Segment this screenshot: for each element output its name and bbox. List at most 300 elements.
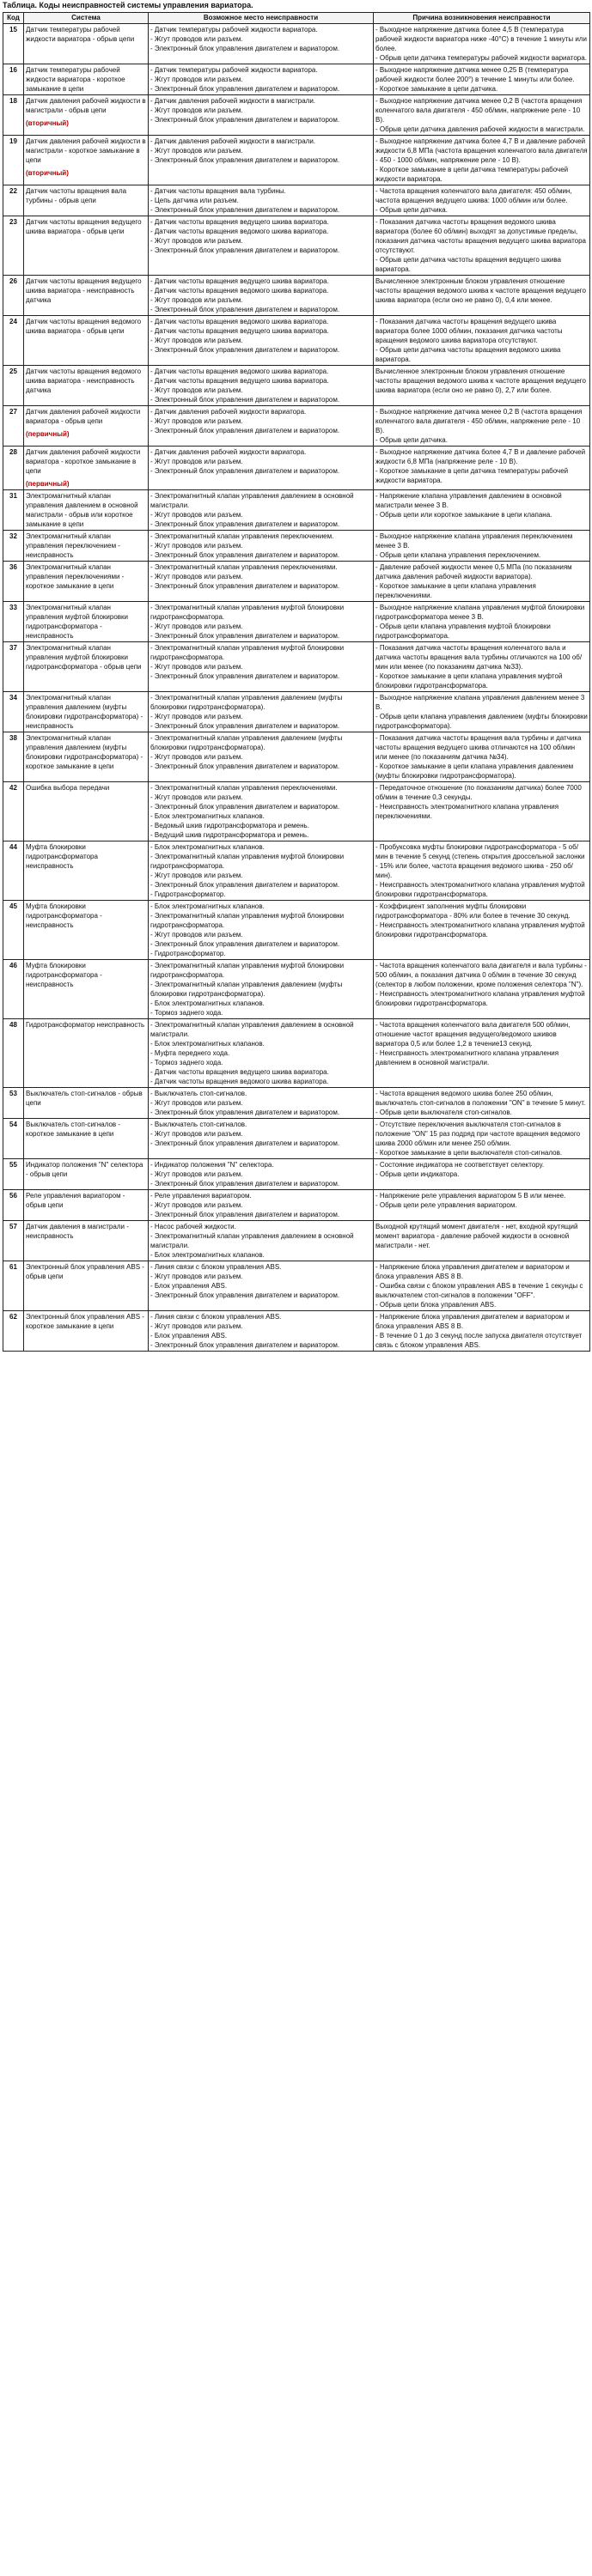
fault-cause-item: - Обрыв цепи датчика частоты вращения ведомого шкива вариатора. xyxy=(375,346,561,363)
fault-location-item: - Электронный блок управления двигателем и вариатором. xyxy=(150,45,340,52)
fault-code: 45 xyxy=(3,901,24,960)
system-cell xyxy=(24,490,149,531)
system-cell xyxy=(24,562,149,602)
fault-location-cell xyxy=(149,136,374,185)
fault-cause-item: - Выходное напряжение датчика менее 0,25 В (температура рабочей жидкости более 200°) в течение 1 минуты или более. xyxy=(375,66,575,83)
system-cell xyxy=(24,276,149,316)
table-row xyxy=(3,185,590,216)
fault-location-item: - Жгут проводов или разъем. xyxy=(150,872,243,879)
fault-cause-item: - Частота вращения коленчатого вала двигателя и вала турбины - 500 об/мин, а показания датчика 0 об/мин в течение 30 секунд (селектор в любом положении, кроме положения селектора "N"). xyxy=(375,962,587,988)
fault-cause-item: - Короткое замыкание в цепи клапана управления давлением (муфты блокировки гидротрансформатора). xyxy=(375,762,574,780)
system-name: Электромагнитный клапан управления переключением - неисправность xyxy=(26,532,120,559)
table-row xyxy=(3,960,590,1019)
fault-location-item: - Ведущий шкив гидротрансформатора и ремень. xyxy=(150,831,309,839)
fault-cause-item: - Обрыв цепи датчика. xyxy=(375,206,448,214)
fault-location-item: - Жгут проводов или разъем. xyxy=(150,542,243,550)
fault-cause-cell xyxy=(374,276,590,316)
fault-code: 28 xyxy=(3,447,24,490)
system-cell xyxy=(24,1119,149,1159)
fault-code: 46 xyxy=(3,960,24,1019)
fault-cause-item: - Неисправность электромагнитного клапана управления давлением в основной магистрали. xyxy=(375,1049,559,1066)
system-cell xyxy=(24,185,149,216)
system-name: Датчик частоты вращения ведомого шкива вариатора - обрыв цепи xyxy=(26,318,142,335)
fault-location-item: - Гидротрансформатор. xyxy=(150,950,226,957)
fault-cause-cell xyxy=(374,447,590,490)
fault-location-item: - Жгут проводов или разъем. xyxy=(150,623,243,630)
fault-cause-item: - Коэффициент заполнения муфты блокировки гидротрансформатора - 80% или более в течение 30 секунд. xyxy=(375,902,571,920)
fault-code: 37 xyxy=(3,642,24,692)
table-row xyxy=(3,64,590,95)
fault-code: 42 xyxy=(3,782,24,841)
system-name: Датчик давления рабочей жидкости вариатора - короткое замыкание в цепи xyxy=(26,448,141,475)
fault-location-item: - Жгут проводов или разъем. xyxy=(150,1201,243,1209)
fault-cause-cell xyxy=(374,1311,590,1352)
fault-cause-item: - Обрыв цепи выключателя стоп-сигналов. xyxy=(375,1109,512,1116)
system-cell xyxy=(24,95,149,136)
system-name: Электромагнитный клапан управления давлением (муфты блокировки гидротрансформатора) - короткое замыкание в цепи xyxy=(26,734,143,770)
system-cell xyxy=(24,1311,149,1352)
fault-location-item: - Электронный блок управления двигателем и вариатором. xyxy=(150,467,340,475)
system-name: Датчик температуры рабочей жидкости вариатора - короткое замыкание в цепи xyxy=(26,66,125,93)
fault-location-item: - Блок электромагнитных клапанов. xyxy=(150,999,265,1007)
fault-cause-item: - Показания датчика частоты вращения ведущего шкива вариатора более 1000 об/мин, показания датчика частоты вращения ведомого шкива вариатора отсутствуют. xyxy=(375,318,563,344)
fault-location-item: - Датчик частоты вращения ведущего шкива вариатора. xyxy=(150,1068,329,1076)
fault-location-item: - Электромагнитный клапан управления муфтой блокировки гидротрансформатора. xyxy=(150,853,345,870)
fault-location-item: - Электронный блок управления двигателем и вариатором. xyxy=(150,520,340,528)
fault-location-cell xyxy=(149,406,374,447)
fault-cause-item: - Ошибка связи с блоком управления ABS в течение 1 секунды с выключателем стоп-сигналов в положении "OFF". xyxy=(375,1282,583,1299)
fault-cause-item: - Обрыв цепи индикатора. xyxy=(375,1170,460,1178)
fault-cause-item: - Короткое замыкание в цепи датчика температуры рабочей жидкости вариатора. xyxy=(375,467,569,484)
system-cell xyxy=(24,1019,149,1088)
fault-location-item: - Электромагнитный клапан управления давлением (муфты блокировки гидротрансформатора). xyxy=(150,734,343,751)
fault-code: 25 xyxy=(3,366,24,406)
fault-cause-item: - Напряжение блока управления двигателем и вариатором и блока управления ABS 8 В. xyxy=(375,1263,570,1280)
table-row xyxy=(3,316,590,366)
fault-location-item: - Электромагнитный клапан управления муфтой блокировки гидротрансформатора. xyxy=(150,604,345,621)
fault-location-cell xyxy=(149,1019,374,1088)
fault-code: 55 xyxy=(3,1159,24,1190)
fault-cause-cell xyxy=(374,490,590,531)
fault-cause-cell xyxy=(374,95,590,136)
fault-location-item: - Электронный блок управления двигателем и вариатором. xyxy=(150,1180,340,1188)
fault-location-cell xyxy=(149,490,374,531)
fault-location-item: - Электронный блок управления двигателем и вариатором. xyxy=(150,116,340,124)
table-row xyxy=(3,692,590,732)
fault-location-cell xyxy=(149,531,374,562)
fault-code: 44 xyxy=(3,841,24,901)
fault-location-item: - Жгут проводов или разъем. xyxy=(150,1130,243,1138)
fault-location-cell xyxy=(149,562,374,602)
fault-cause-cell xyxy=(374,136,590,185)
fault-code: 15 xyxy=(3,24,24,64)
system-name: Реле управления вариатором - обрыв цепи xyxy=(26,1192,125,1209)
fault-location-item: - Электронный блок управления двигателем и вариатором. xyxy=(150,1139,340,1147)
fault-location-cell xyxy=(149,602,374,642)
fault-location-cell xyxy=(149,316,374,366)
fault-location-item: - Датчик частоты вращения ведомого шкива вариатора. xyxy=(150,318,329,325)
fault-location-item: - Датчик частоты вращения ведомого шкива вариатора. xyxy=(150,228,329,235)
fault-cause-cell xyxy=(374,1088,590,1119)
fault-location-item: - Жгут проводов или разъем. xyxy=(150,931,243,939)
fault-location-item: - Электромагнитный клапан управления переключениями. xyxy=(150,784,338,792)
fault-location-item: - Тормоз заднего хода. xyxy=(150,1059,223,1066)
fault-cause-cell xyxy=(374,1159,590,1190)
fault-location-item: - Датчик давления рабочей жидкости в магистрали. xyxy=(150,137,316,145)
fault-location-item: - Гидротрансформатор. xyxy=(150,890,226,898)
fault-location-item: - Жгут проводов или разъем. xyxy=(150,713,243,720)
fault-location-item: - Электромагнитный клапан управления давлением (муфты блокировки гидротрансформатора). xyxy=(150,694,343,711)
fault-cause-item: Вычисленное электронным блоком управления отношение частоты вращения ведомого шкива к частоте вращения ведущего шкива вариатора (если оно не равно 0), 2,7 или более. xyxy=(375,368,586,394)
system-name: Датчик давления рабочей жидкости вариатора - обрыв цепи xyxy=(26,408,141,425)
fault-location-item: - Электронный блок управления двигателем и вариатором. xyxy=(150,156,340,164)
fault-location-item: - Датчик частоты вращения ведущего шкива вариатора. xyxy=(150,277,329,285)
fault-location-item: - Жгут проводов или разъем. xyxy=(150,458,243,465)
fault-location-item: - Реле управления вариатором. xyxy=(150,1192,252,1200)
system-name: Гидротрансформатор неисправность xyxy=(26,1021,145,1029)
fault-location-item: - Жгут проводов или разъем. xyxy=(150,296,243,304)
fault-cause-cell xyxy=(374,732,590,782)
system-name: Датчик давления рабочей жидкости в магистрали - короткое замыкание в цепи xyxy=(26,137,146,164)
header-place: Возможное место неисправности xyxy=(149,13,374,24)
fault-location-item: - Жгут проводов или разъем. xyxy=(150,106,243,114)
fault-cause-item: - Обрыв цепи клапана управления муфтой блокировки гидротрансформатора. xyxy=(375,623,551,640)
table-row xyxy=(3,1019,590,1088)
fault-location-cell xyxy=(149,366,374,406)
sensor-type-label: (первичный) xyxy=(26,430,70,438)
fault-location-cell xyxy=(149,1261,374,1311)
fault-code: 33 xyxy=(3,602,24,642)
fault-code: 53 xyxy=(3,1088,24,1119)
system-name: Электромагнитный клапан управления давлением (муфты блокировки гидротрансформатора) - неисправность xyxy=(26,694,143,730)
fault-cause-item: - Давление рабочей жидкости менее 0,5 МПа (по показаниям датчика давления рабочей жидкости вариатора). xyxy=(375,563,572,580)
table-row xyxy=(3,366,590,406)
sensor-type-label: (первичный) xyxy=(26,480,70,488)
fault-location-item: - Электронный блок управления двигателем и вариатором. xyxy=(150,306,340,313)
system-cell xyxy=(24,64,149,95)
fault-location-cell xyxy=(149,1311,374,1352)
fault-location-item: - Электронный блок управления двигателем и вариатором. xyxy=(150,672,340,680)
fault-location-item: - Жгут проводов или разъем. xyxy=(150,386,243,394)
fault-cause-cell xyxy=(374,692,590,732)
table-row xyxy=(3,406,590,447)
fault-location-item: - Электромагнитный клапан управления переключением. xyxy=(150,532,334,540)
fault-cause-item: - Напряжение реле управления вариатором 5 В или менее. xyxy=(375,1192,566,1200)
system-cell xyxy=(24,316,149,366)
fault-cause-item: - Выходное напряжение клапана управления давлением менее 3 В. xyxy=(375,694,585,711)
fault-location-cell xyxy=(149,276,374,316)
fault-location-item: - Выключатель стоп-сигналов. xyxy=(150,1090,247,1097)
header-row xyxy=(3,13,590,24)
system-cell xyxy=(24,732,149,782)
fault-cause-item: - Частота вращения ведомого шкива более 250 об/мин, выключатель стоп-сигналов в положении "ON" в течение 5 минут. xyxy=(375,1090,586,1107)
fault-cause-item: - Обрыв цепи клапана управления переключением. xyxy=(375,551,541,559)
system-cell xyxy=(24,960,149,1019)
fault-location-item: - Датчик частоты вращения ведомого шкива вариатора. xyxy=(150,368,329,375)
fault-cause-item: - Короткое замыкание в цепи клапана управления переключениями. xyxy=(375,582,536,599)
fault-location-item: - Блок управления ABS. xyxy=(150,1282,228,1290)
fault-location-item: - Электронный блок управления двигателем и вариатором. xyxy=(150,246,340,254)
system-cell xyxy=(24,1261,149,1311)
header-cause: Причина возникновения неисправности xyxy=(374,13,590,24)
fault-location-item: - Электронный блок управления двигателем и вариатором. xyxy=(150,346,340,354)
system-cell xyxy=(24,447,149,490)
fault-code: 24 xyxy=(3,316,24,366)
fault-cause-item: - Выходное напряжение клапана управления переключением менее 3 В. xyxy=(375,532,573,550)
table-body xyxy=(3,24,590,1352)
fault-location-item: - Электромагнитный клапан управления муфтой блокировки гидротрансформатора. xyxy=(150,644,345,661)
system-name: Датчик частоты вращения ведомого шкива вариатора - неисправность датчика xyxy=(26,368,142,394)
fault-cause-item: - Пробуксовка муфты блокировки гидротрансформатора - 5 об/мин в течение 5 секунд (степень открытия дроссельной заслонки - 15% или более, частота вращения ведомого шкива - 250 об/мин). xyxy=(375,843,585,879)
fault-location-cell xyxy=(149,185,374,216)
system-name: Муфта блокировки гидротрансформатора неисправность xyxy=(26,843,98,870)
fault-location-item: - Жгут проводов или разъем. xyxy=(150,76,243,83)
fault-cause-cell xyxy=(374,366,590,406)
system-cell xyxy=(24,1221,149,1261)
fault-location-cell xyxy=(149,1088,374,1119)
fault-location-cell xyxy=(149,64,374,95)
fault-location-cell xyxy=(149,216,374,276)
table-row xyxy=(3,1311,590,1352)
fault-location-item: - Электронный блок управления двигателем и вариатором. xyxy=(150,1109,340,1116)
table-row xyxy=(3,642,590,692)
fault-code: 61 xyxy=(3,1261,24,1311)
fault-cause-item: - Обрыв цепи датчика температуры рабочей жидкости вариатора. xyxy=(375,54,587,62)
fault-location-item: - Электронный блок управления двигателем и вариатором. xyxy=(150,582,340,590)
fault-location-item: - Электронный блок управления двигателем и вариатором. xyxy=(150,940,340,948)
fault-cause-cell xyxy=(374,1019,590,1088)
fault-location-cell xyxy=(149,960,374,1019)
fault-location-cell xyxy=(149,1190,374,1221)
fault-location-item: - Жгут проводов или разъем. xyxy=(150,337,243,344)
fault-cause-cell xyxy=(374,216,590,276)
fault-location-item: - Электромагнитный клапан управления переключениями. xyxy=(150,563,338,571)
fault-location-item: - Датчик температуры рабочей жидкости вариатора. xyxy=(150,66,318,74)
fault-location-item: - Блок электромагнитных клапанов. xyxy=(150,843,265,851)
fault-cause-item: - Обрыв цепи клапана управления давлением (муфты блокировки гидротрансформатора). xyxy=(375,713,588,730)
table-row xyxy=(3,901,590,960)
system-name: Муфта блокировки гидротрансформатора - неисправность xyxy=(26,902,102,929)
fault-location-item: - Датчик частоты вращения ведущего шкива вариатора. xyxy=(150,218,329,226)
system-name: Индикатор положения "N" селектора - обрыв цепи xyxy=(26,1161,143,1178)
fault-location-item: - Выключатель стоп-сигналов. xyxy=(150,1121,247,1128)
system-name: Датчик температуры рабочей жидкости вариатора - обрыв цепи xyxy=(26,26,135,43)
fault-code: 34 xyxy=(3,692,24,732)
fault-cause-item: Выходной крутящий момент двигателя - нет, входной крутящий момент вариатора - давление рабочей жидкости в основной магистрали - нет. xyxy=(375,1223,578,1249)
table-row xyxy=(3,1190,590,1221)
fault-cause-item: - Обрыв цепи датчика частоты вращения ведущего шкива вариатора. xyxy=(375,256,562,273)
system-cell xyxy=(24,406,149,447)
fault-location-item: - Жгут проводов или разъем. xyxy=(150,1322,243,1330)
fault-cause-item: - Обрыв цепи блока управления ABS. xyxy=(375,1301,497,1309)
system-name: Датчик частоты вращения ведущего шкива вариатора - неисправность датчика xyxy=(26,277,142,304)
table-row xyxy=(3,1261,590,1311)
fault-location-item: - Жгут проводов или разъем. xyxy=(150,417,243,425)
fault-location-item: - Электронный блок управления двигателем и вариатором. xyxy=(150,206,340,214)
fault-location-item: - Датчик частоты вращения вала турбины. xyxy=(150,187,286,195)
system-name: Электронный блок управления ABS - обрыв цепи xyxy=(26,1263,144,1280)
fault-location-cell xyxy=(149,447,374,490)
system-cell xyxy=(24,692,149,732)
table-title: Таблица. Коды неисправностей системы управления вариатора. xyxy=(3,1,253,9)
fault-location-item: - Электронный блок управления двигателем и вариатором. xyxy=(150,803,340,811)
fault-cause-item: - Выходное напряжение датчика более 4,7 В и давление рабочей жидкости 6,8 МПа (напряжение реле - 10 В). xyxy=(375,448,586,465)
fault-location-item: - Жгут проводов или разъем. xyxy=(150,511,243,519)
fault-location-cell xyxy=(149,901,374,960)
table-row xyxy=(3,95,590,136)
fault-location-item: - Жгут проводов или разъем. xyxy=(150,35,243,43)
fault-cause-cell xyxy=(374,562,590,602)
system-name: Выключатель стоп-сигналов - короткое замыкание в цепи xyxy=(26,1121,121,1138)
fault-cause-item: - Выходное напряжение датчика менее 0,2 В (частота вращения коленчатого вала двигателя - 450 об/мин, напряжение реле - 10 В). xyxy=(375,408,583,434)
table-row xyxy=(3,24,590,64)
fault-cause-cell xyxy=(374,406,590,447)
fault-location-item: - Муфта переднего хода. xyxy=(150,1049,230,1057)
fault-location-item: - Насос рабочей жидкости. xyxy=(150,1223,236,1230)
fault-location-item: - Электронный блок управления двигателем и вариатором. xyxy=(150,551,340,559)
fault-location-item: - Индикатор положения "N" селектора. xyxy=(150,1161,274,1169)
fault-location-item: - Жгут проводов или разъем. xyxy=(150,1099,243,1107)
fault-cause-item: - Выходное напряжение датчика более 4,7 В и давление рабочей жидкости 6,8 МПа (частота вращения коленчатого вала двигателя - 450 - 1000 об/мин, напряжение реле - 10 В). xyxy=(375,137,588,164)
system-cell xyxy=(24,782,149,841)
system-name: Датчик частоты вращения ведущего шкива вариатора - обрыв цепи xyxy=(26,218,142,235)
fault-cause-cell xyxy=(374,1190,590,1221)
fault-cause-item: - Состояние индикатора не соответствует селектору. xyxy=(375,1161,545,1169)
fault-location-item: - Жгут проводов или разъем. xyxy=(150,1273,243,1280)
fault-cause-item: - Неисправность электромагнитного клапана управления муфтой блокировки гидротрансформатора. xyxy=(375,990,585,1007)
fault-code: 19 xyxy=(3,136,24,185)
fault-cause-item: - Передаточное отношение (по показаниям датчика) более 7000 об/мин в течение 0,3 секунды. xyxy=(375,784,582,801)
table-row xyxy=(3,841,590,901)
fault-cause-item: - Неисправность электромагнитного клапана управления переключениями. xyxy=(375,803,559,820)
fault-location-item: - Датчик частоты вращения ведомого шкива вариатора. xyxy=(150,1078,329,1085)
fault-cause-item: - Неисправность электромагнитного клапана управления муфтой блокировки гидротрансформатора. xyxy=(375,881,585,898)
fault-cause-cell xyxy=(374,960,590,1019)
system-cell xyxy=(24,602,149,642)
fault-cause-item: - Выходное напряжение датчика более 4,5 В (температура рабочей жидкости вариатора ниже -40°С) в течение 1 минуты или более. xyxy=(375,26,587,52)
fault-location-item: - Цепь датчика или разъем. xyxy=(150,197,239,204)
table-row xyxy=(3,490,590,531)
fault-location-cell xyxy=(149,642,374,692)
system-cell xyxy=(24,841,149,901)
fault-code: 22 xyxy=(3,185,24,216)
fault-cause-item: - Напряжение клапана управления давлением в основной магистрали менее 3 В. xyxy=(375,492,562,509)
fault-cause-item: - Показания датчика частоты вращения ведомого шкива вариатора (более 60 об/мин) выходят за допустимые пределы, показания датчика частоты вращения ведущего шкива вариатора отсутствуют. xyxy=(375,218,586,254)
fault-code: 54 xyxy=(3,1119,24,1159)
fault-code: 48 xyxy=(3,1019,24,1088)
fault-cause-cell xyxy=(374,316,590,366)
fault-cause-item: Вычисленное электронным блоком управления отношение частоты вращения ведомого шкива к частоте вращения ведущего шкива вариатора (если оно не равно 0), 0,4 или менее. xyxy=(375,277,586,304)
fault-location-item: - Жгут проводов или разъем. xyxy=(150,1170,243,1178)
fault-location-item: - Электронный блок управления двигателем и вариатором. xyxy=(150,632,340,640)
fault-code: 18 xyxy=(3,95,24,136)
fault-location-cell xyxy=(149,95,374,136)
fault-location-item: - Электронный блок управления двигателем и вариатором. xyxy=(150,762,340,770)
fault-cause-item: - Короткое замыкание в цепи выключателя стоп-сигналов. xyxy=(375,1149,563,1157)
system-name: Электромагнитный клапан управления муфтой блокировки гидротрансформатора - неисправность xyxy=(26,604,128,640)
fault-cause-item: - Обрыв цепи реле управления вариатором. xyxy=(375,1201,517,1209)
fault-location-item: - Электронный блок управления двигателем и вариатором. xyxy=(150,1291,340,1299)
fault-cause-item: - Напряжение блока управления двигателем и вариатором и блока управления ABS 8 В. xyxy=(375,1313,570,1330)
system-cell xyxy=(24,24,149,64)
fault-location-item: - Электромагнитный клапан управления муфтой блокировки гидротрансформатора. xyxy=(150,962,345,979)
fault-cause-item: - Частота вращения коленчатого вала двигателя: 450 об/мин, частота вращения ведущего шкива: 1000 об/мин или более. xyxy=(375,187,572,204)
fault-location-cell xyxy=(149,732,374,782)
fault-cause-cell xyxy=(374,24,590,64)
fault-cause-cell xyxy=(374,185,590,216)
document-page xyxy=(3,0,589,2576)
fault-code: 27 xyxy=(3,406,24,447)
table-row xyxy=(3,447,590,490)
table-row xyxy=(3,1221,590,1261)
fault-location-item: - Электромагнитный клапан управления давлением в основной магистрали. xyxy=(150,1232,354,1249)
fault-location-item: - Блок электромагнитных клапанов. xyxy=(150,812,265,820)
system-name: Выключатель стоп-сигналов - обрыв цепи xyxy=(26,1090,143,1107)
system-cell xyxy=(24,136,149,185)
sensor-type-label: (вторичный) xyxy=(26,119,69,127)
fault-cause-cell xyxy=(374,64,590,95)
fault-location-item: - Электронный блок управления двигателем и вариатором. xyxy=(150,85,340,93)
fault-location-item: - Электронный блок управления двигателем и вариатором. xyxy=(150,1341,340,1349)
fault-cause-item: - Выходное напряжение клапана управления муфтой блокировки гидротрансформатора менее 3 В. xyxy=(375,604,585,621)
fault-cause-item: - Короткое замыкание в цепи клапана управления муфтой блокировки гидротрансформатора. xyxy=(375,672,563,690)
fault-code: 31 xyxy=(3,490,24,531)
fault-location-item: - Жгут проводов или разъем. xyxy=(150,663,243,671)
fault-cause-item: - Неисправность электромагнитного клапана управления муфтой блокировки гидротрансформатора. xyxy=(375,921,585,939)
fault-cause-cell xyxy=(374,841,590,901)
fault-code: 38 xyxy=(3,732,24,782)
system-name: Электромагнитный клапан управления давлением в основной магистрали - обрыв или короткое замыкание в цепи xyxy=(26,492,138,528)
fault-location-item: - Линия связи с блоком управления ABS. xyxy=(150,1263,282,1271)
fault-location-item: - Электромагнитный клапан управления давлением в основной магистрали. xyxy=(150,1021,354,1038)
fault-cause-item: - Показания датчика частоты вращения коленчатого вала и датчика частоты вращения вала турбины отличаются на 100 об/мин или менее (по показаниям датчика №33). xyxy=(375,644,583,671)
system-cell xyxy=(24,531,149,562)
fault-location-item: - Электронный блок управления двигателем и вариатором. xyxy=(150,396,340,404)
sensor-type-label: (вторичный) xyxy=(26,169,69,177)
fault-location-item: - Датчик частоты вращения ведущего шкива вариатора. xyxy=(150,327,329,335)
fault-location-item: - Датчик давления рабочей жидкости вариатора. xyxy=(150,408,307,416)
system-cell xyxy=(24,642,149,692)
fault-location-item: - Электромагнитный клапан управления давлением в основной магистрали. xyxy=(150,492,354,509)
fault-location-item: - Ведомый шкив гидротрансформатора и ремень. xyxy=(150,822,309,829)
system-name: Электромагнитный клапан управления муфтой блокировки гидротрансформатора - обрыв цепи xyxy=(26,644,142,671)
fault-cause-cell xyxy=(374,901,590,960)
fault-code: 56 xyxy=(3,1190,24,1221)
fault-location-item: - Электронный блок управления двигателем и вариатором. xyxy=(150,427,340,434)
table-row xyxy=(3,602,590,642)
fault-location-item: - Блок электромагнитных клапанов. xyxy=(150,1040,265,1048)
fault-location-item: - Блок электромагнитных клапанов. xyxy=(150,1251,265,1259)
fault-code: 23 xyxy=(3,216,24,276)
table-row xyxy=(3,216,590,276)
fault-cause-cell xyxy=(374,602,590,642)
fault-location-cell xyxy=(149,24,374,64)
system-name: Муфта блокировки гидротрансформатора - неисправность xyxy=(26,962,102,988)
fault-location-item: - Тормоз заднего хода. xyxy=(150,1009,223,1017)
fault-location-item: - Жгут проводов или разъем. xyxy=(150,237,243,245)
fault-location-item: - Электронный блок управления двигателем и вариатором. xyxy=(150,1211,340,1218)
system-name: Электронный блок управления ABS - короткое замыкание в цепи xyxy=(26,1313,144,1330)
system-cell xyxy=(24,1159,149,1190)
fault-location-item: - Блок электромагнитных клапанов. xyxy=(150,902,265,910)
system-cell xyxy=(24,1088,149,1119)
fault-cause-cell xyxy=(374,531,590,562)
fault-code: 36 xyxy=(3,562,24,602)
system-name: Электромагнитный клапан управления переключениями - короткое замыкание в цепи xyxy=(26,563,125,590)
fault-cause-cell xyxy=(374,1119,590,1159)
fault-cause-cell xyxy=(374,1221,590,1261)
table-row xyxy=(3,531,590,562)
